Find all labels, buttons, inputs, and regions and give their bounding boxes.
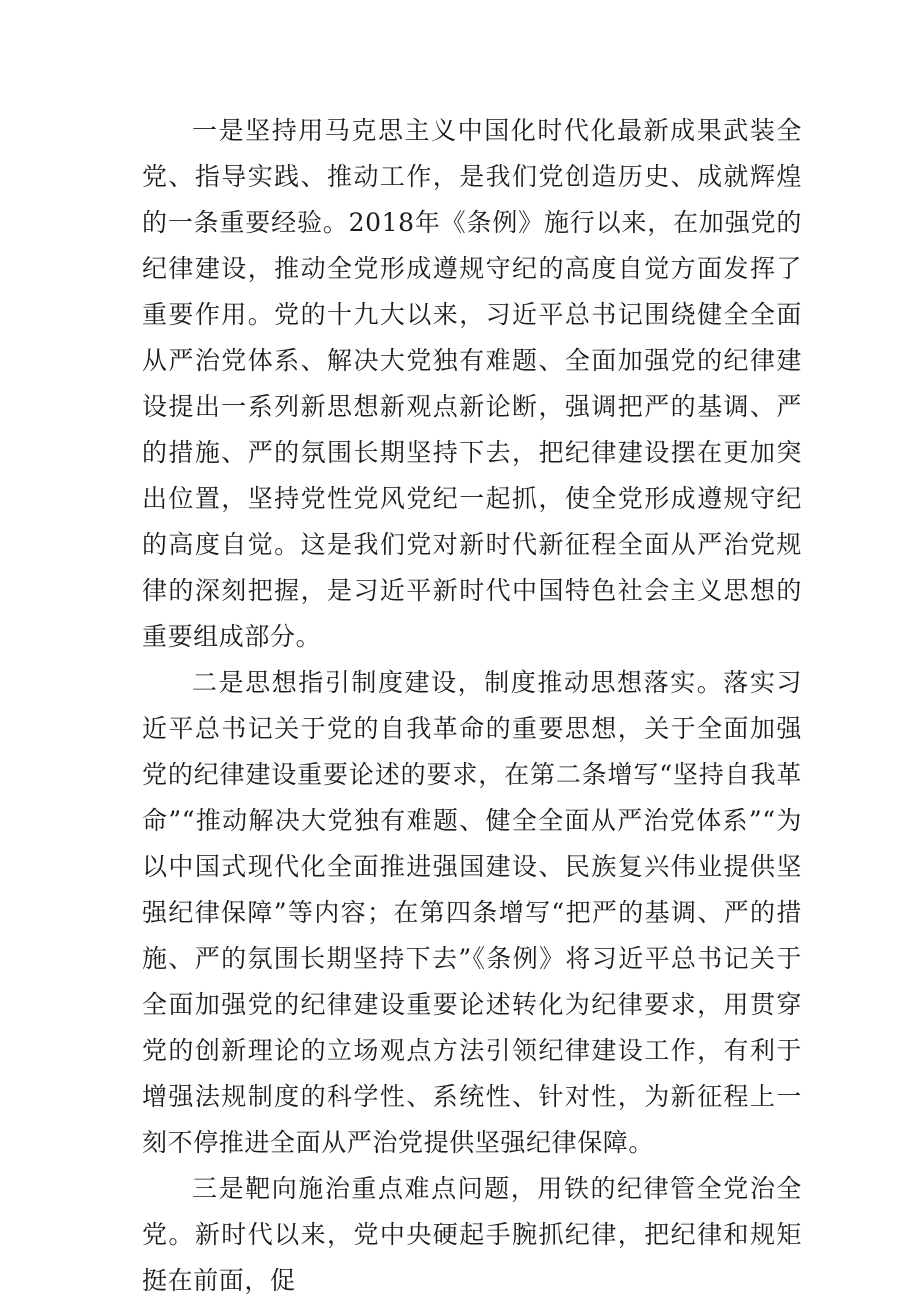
paragraph-2: 二是思想指引制度建设，制度推动思想落实。落实习近平总书记关于党的自我革命的重要思想，关于全面加强党的纪律建设重要论述的要求，在第二条增写“坚持自我革命”“推动解决大党独有难题、健全全面从严治党体系”“为以中国式现代化全面推进强国建设、民族复兴伟业提供坚强纪律保障”等内容；在第四条增写“把严的基调、严的措施、严的氛围长期坚持下去”《条例》将习近平总书记关于全面加强党的纪律建设重要论述转化为纪律要求，用贯穿党的创新理论的立场观点方法引领纪律建设工作，有利于增强法规制度的科学性、系统性、针对性，为新征程上一刻不停推进全面从严治党提供坚强纪律保障。	[142, 668, 802, 1157]
paragraph-1: 一是坚持用马克思主义中国化时代化最新成果武装全党、指导实践、推动工作，是我们党创造历史、成就辉煌的一条重要经验。2018年《条例》施行以来，在加强党的纪律建设，推动全党形成遵规守纪的高度自觉方面发挥了重要作用。党的十九大以来，习近平总书记围绕健全全面从严治党体系、解决大党独有难题、全面加强党的纪律建设提出一系列新思想新观点新论断，强调把严的基调、严的措施、严的氛围长期坚持下去，把纪律建设摆在更加突出位置，坚持党性党风党纪一起抓，使全党形成遵规守纪的高度自觉。这是我们党对新时代新征程全面从严治党规律的深刻把握，是习近平新时代中国特色社会主义思想的重要组成部分。	[142, 116, 802, 651]
document-body	[142, 108, 802, 1304]
paragraph-3: 三是靶向施治重点难点问题，用铁的纪律管全党治全党。新时代以来，党中央硬起手腕抓纪律，把纪律和规矩挺在前面，促	[142, 1174, 802, 1295]
